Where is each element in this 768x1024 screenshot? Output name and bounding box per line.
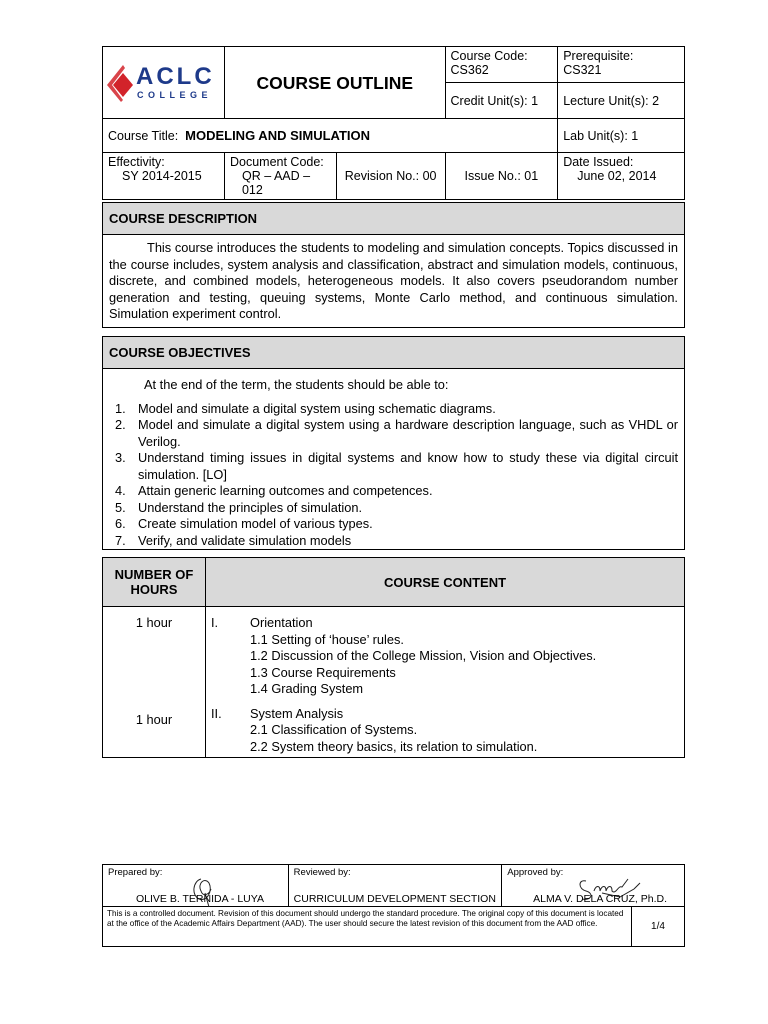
reviewed-by-cell [288,865,502,907]
list-item [109,483,678,500]
course-description-body [103,235,685,328]
document-code-value: QR – AAD – 012 [241,169,311,197]
list-number: 6. [115,516,126,531]
approved-by-label: Approved by: [507,867,564,878]
date-issued-cell [558,153,685,200]
unit-title: System Analysis [250,705,344,721]
list-number: 2. [115,417,126,432]
list-item [109,401,678,418]
course-content-heading: COURSE CONTENT [206,558,685,607]
document-header [102,46,685,200]
unit-title: Orientation [250,615,313,630]
course-objectives-heading: COURSE OBJECTIVES [103,337,685,369]
list-text: Attain generic learning outcomes and competences. [138,483,433,498]
approved-by-name: ALMA V. DELA CRUZ, Ph.D. [533,893,667,905]
lecture-units: Lecture Unit(s): 2 [558,83,685,119]
prerequisite-value: CS321 [563,63,602,77]
reviewed-by-label: Reviewed by: [293,867,351,878]
prerequisite-cell [558,47,685,83]
list-number: 5. [115,499,126,515]
issue-number: Issue No.: 01 [445,153,558,200]
course-title-cell [103,119,558,153]
unit-numeral: I. [211,615,219,630]
course-content-section [102,557,685,758]
course-title-value: MODELING AND SIMULATION [185,127,371,143]
unit-topic: 1.4 Grading System [250,681,364,696]
unit-topic: 2.1 Classification of Systems. [250,722,418,737]
prepared-by-label: Prepared by: [108,867,163,878]
date-issued-value: June 02, 2014 [577,169,657,183]
logo-wordmark: ACLC [136,63,215,90]
course-description-heading: COURSE DESCRIPTION [103,203,685,235]
effectivity-label: Effectivity: [108,155,165,169]
controlled-document-notice: This is a controlled document. Revision of this document should undergo the standard procedure. The original copy of this document is located at the office of the Academic Affairs Department (AAD). The user should secure the latest revision of this document from the AAD office. [103,907,632,947]
document-code-cell [224,153,336,200]
list-item [109,533,678,550]
prepared-by-cell [103,865,289,907]
list-text: Model and simulate a digital system using a hardware description language, such as VHDL or Verilog. [138,417,678,449]
list-number: 7. [115,532,126,548]
content-unit [211,706,679,756]
list-text: Create simulation model of various types. [138,516,373,531]
list-text: Verify, and validate simulation models [138,532,352,548]
unit-topic: 1.3 Course Requirements [250,664,396,680]
course-description-section [102,202,685,328]
credit-units: Credit Unit(s): 1 [445,83,558,119]
prerequisite-label: Prerequisite: [563,49,634,63]
effectivity-cell [103,153,225,200]
content-unit [211,615,679,698]
reviewed-by-name: CURRICULUM DEVELOPMENT SECTION [293,893,496,905]
prepared-by-name: OLIVE B. TERNIDA - LUYA [136,893,264,905]
list-text: Model and simulate a digital system using schematic diagrams. [138,400,496,416]
course-objectives-section [102,336,685,550]
objectives-list [109,401,678,550]
date-issued-label: Date Issued: [563,155,634,169]
course-code-cell [445,47,558,83]
logo-subtext: COLLEGE [137,90,213,100]
approval-footer [102,864,685,947]
course-code-value: CS362 [450,63,489,77]
list-number: 3. [115,450,126,465]
effectivity-value: SY 2014-2015 [122,169,202,183]
course-objectives-body [103,369,685,550]
aclc-logo-icon [103,47,223,115]
course-code-label: Course Code: [450,49,528,63]
list-item [109,516,678,533]
unit-topic: 2.2 System theory basics, its relation to simulation. [250,738,538,754]
college-logo [103,47,225,119]
content-column [206,607,685,758]
list-text: Understand timing issues in digital systems and know how to study these via digital circuit simulation. [LO] [138,450,678,482]
approved-by-cell [502,865,685,907]
list-item [109,450,678,483]
objectives-intro: At the end of the term, the students should be able to: [144,377,449,392]
unit-hours: 1 hour [135,711,173,727]
unit-topic: 1.2 Discussion of the College Mission, Vision and Objectives. [250,648,597,663]
list-item [109,417,678,450]
hours-heading: NUMBER OF HOURS [103,558,206,607]
document-code-label: Document Code: [229,155,324,169]
course-title-label: Course Title: [108,128,179,143]
revision-number: Revision No.: 00 [336,153,445,200]
course-description-text: This course introduces the students to modeling and simulation concepts. Topics discussed in the course includes, system analysis and classification, abstract and simulation models, continuous, discrete, and combined models, heterogeneous models. It also covers pseudorandom number generation and testing, queuing systems, Monte Carlo method, and continuous simulation. Simulation experiment control. [109,240,678,321]
document-title: COURSE OUTLINE [224,47,445,119]
list-item [109,500,678,517]
unit-hours: 1 hour [135,615,173,630]
page-number: 1/4 [632,907,685,947]
list-number: 1. [115,400,126,416]
hours-column [103,607,206,758]
list-number: 4. [115,483,126,498]
lab-units: Lab Unit(s): 1 [558,119,685,153]
list-text: Understand the principles of simulation. [138,499,363,515]
unit-numeral: II. [211,705,222,721]
unit-topic: 1.1 Setting of ‘house’ rules. [250,631,404,647]
